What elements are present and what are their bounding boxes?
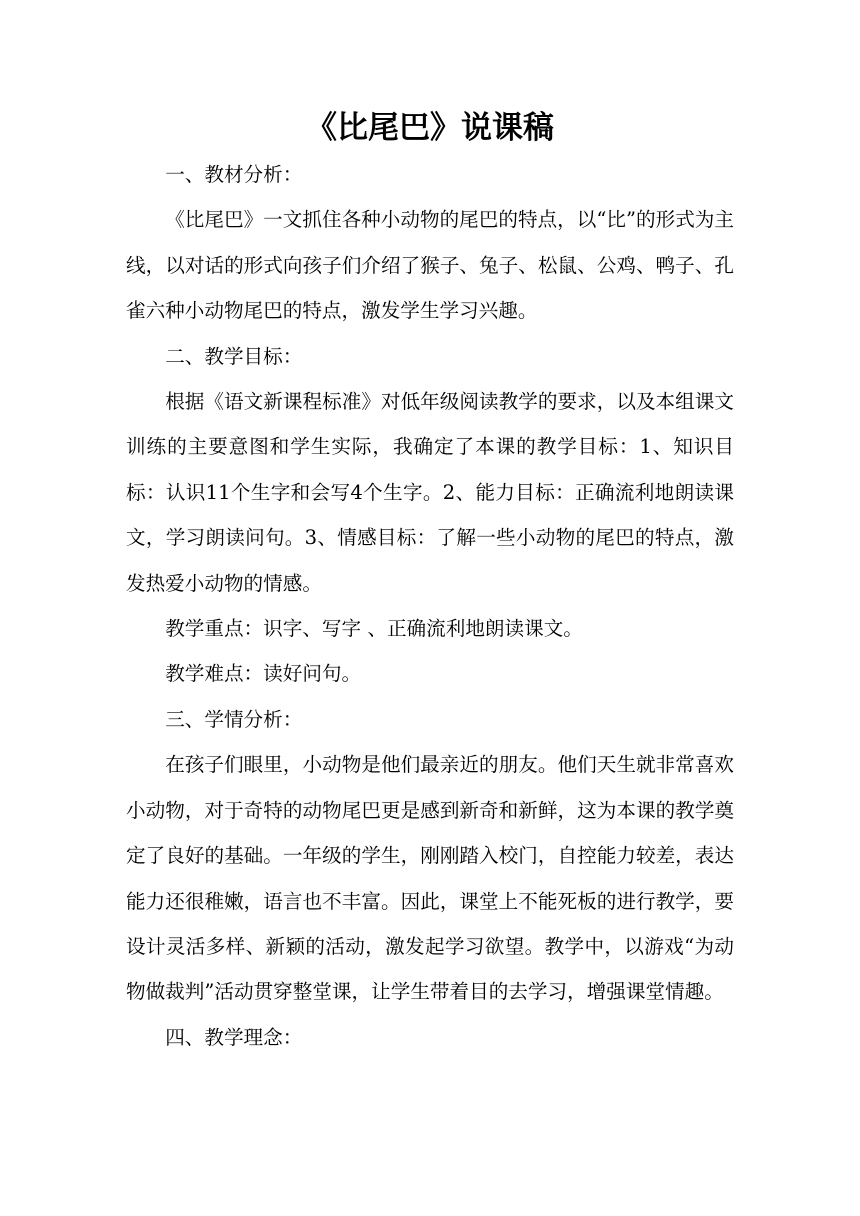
section-heading-teaching-goals: 二、教学目标： xyxy=(165,344,303,368)
paragraph-student-analysis: 在孩子们眼里，小动物是他们最亲近的朋友。他们天生就非常喜欢小动物，对于奇特的动物尾巴更是感到新奇和新鲜，这为本课的教学奠定了良好的基础。一年级的学生，刚刚踏入校门，自控能力较差，表达能力还很稚嫩，语言也不丰富。因此，课堂上不能死板的进行教学，要设计灵活多样、新颖的活动，激发起学习欲望。教学中，以游戏“为动物做裁判”活动贯穿整堂课，让学生带着目的去学习，增强课堂情趣。 xyxy=(126,753,734,1004)
document-title: 《比尾巴》说课稿 xyxy=(306,110,554,146)
section-heading-teaching-philosophy: 四、教学理念： xyxy=(165,1025,303,1049)
paragraph-teaching-goals: 根据《语文新课程标准》对低年级阅读教学的要求，以及本组课文训练的主要意图和学生实际，我确定了本课的教学目标：1、知识目标：认识11个生字和会写4个生字。2、能力目标：正确流利地朗读课文，学习朗读问句。3、情感目标：了解一些小动物的尾巴的特点，激发热爱小动物的情感。 xyxy=(126,390,734,595)
section-heading-textbook-analysis: 一、教材分析： xyxy=(165,163,303,186)
paragraph-textbook-analysis: 《比尾巴》一文抓住各种小动物的尾巴的特点，以“比”的形式为主线，以对话的形式向孩子们介绍了猴子、兔子、松鼠、公鸡、鸭子、孔雀六种小动物尾巴的特点，激发学生学习兴趣。 xyxy=(126,208,734,323)
document-body xyxy=(126,152,734,1060)
paragraph-difficult-points: 教学难点：读好问句。 xyxy=(165,662,362,686)
paragraph-key-points: 教学重点：识字、写字 、正确流利地朗读课文。 xyxy=(165,617,583,641)
section-heading-student-analysis: 三、学情分析： xyxy=(165,707,303,731)
